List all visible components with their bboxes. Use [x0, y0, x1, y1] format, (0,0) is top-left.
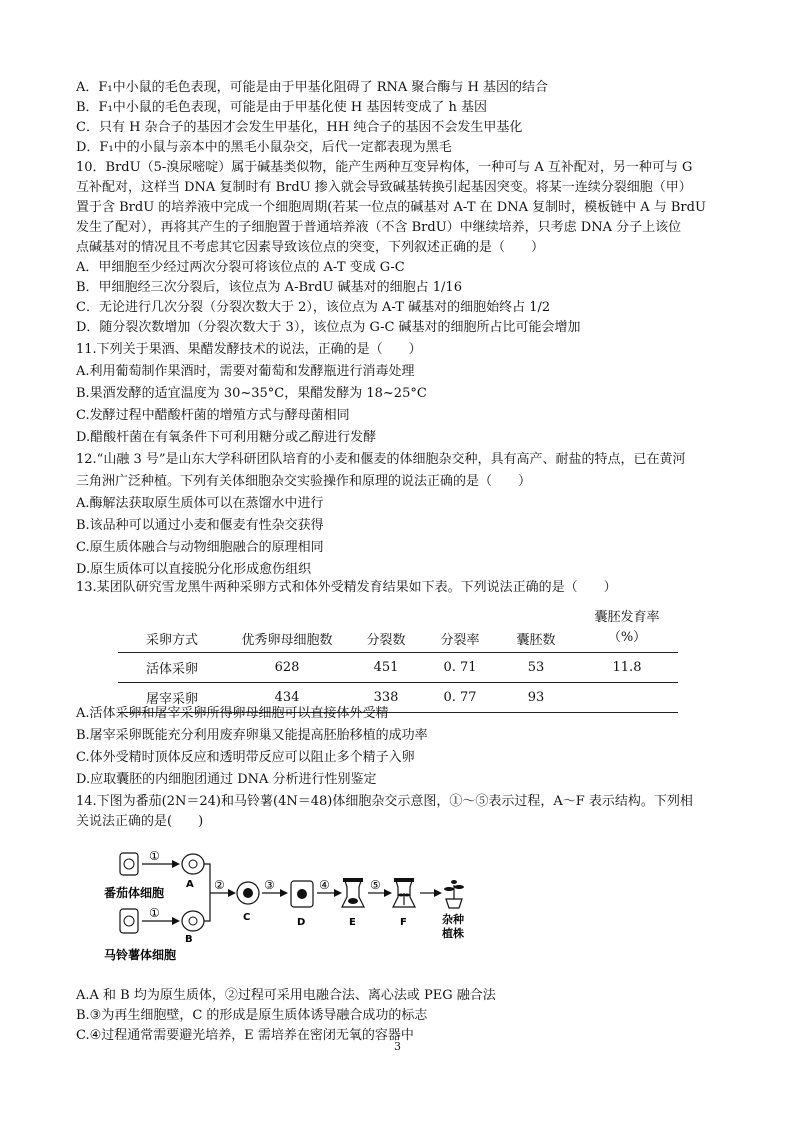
- table-cell: 93: [496, 683, 576, 713]
- table-header-cell: 分裂数: [348, 602, 424, 653]
- hybrid-label-1: 杂种: [442, 913, 464, 926]
- table-cell: 451: [348, 653, 424, 683]
- table-cell: 0. 71: [424, 653, 496, 683]
- data-table: [118, 602, 678, 713]
- table-header-cell: 分裂率: [424, 602, 496, 653]
- label-f: F: [400, 917, 407, 928]
- step2-label: ②: [214, 878, 225, 892]
- step1-top-label: ①: [149, 849, 160, 863]
- question-13: 13.某团队研究雪龙黑牛两种采卵方式和体外受精发育结果如下表。下列说法正确的是（ ）: [76, 580, 617, 595]
- merge-line: [204, 864, 210, 921]
- table-cell: 活体采卵: [118, 653, 226, 683]
- potato-label: 马铃薯体细胞: [104, 948, 177, 962]
- table-cell: [576, 683, 678, 713]
- question-10-line3: 置于含 BrdU 的培养液中完成一个细胞周期(若某一位点的碱基对 A-T 在 DNA 复制时，模板链中 A 与 BrdU: [76, 200, 706, 215]
- question-12-line2: 三角洲广泛种植。下列有关体细胞杂交实验操作和原理的说法正确的是（ ）: [76, 474, 532, 489]
- option-14a: A.A 和 B 均为原生质体，②过程可采用电融合法、离心法或 PEG 融合法: [76, 988, 496, 1003]
- label-e: E: [349, 917, 356, 928]
- arrowhead: [280, 889, 288, 897]
- step4-label: ④: [319, 878, 330, 892]
- label-b: B: [185, 934, 193, 945]
- label-a: A: [186, 879, 194, 890]
- arrowhead: [172, 917, 180, 925]
- arrowhead: [172, 860, 180, 868]
- arrowhead: [228, 889, 236, 897]
- hybrid-plant-icon: [444, 880, 464, 908]
- label-d: D: [297, 917, 306, 928]
- question-11: 11.下列关于果酒、果醋发酵技术的说法，正确的是（ ）: [76, 342, 422, 357]
- table-cell: 11.8: [576, 653, 678, 683]
- option-14c: C.④过程通常需要避光培养，E 需培养在密闭无氧的容器中: [76, 1028, 414, 1043]
- question-14-line1: 14.下图为番茄(2N＝24)和马铃薯(4N＝48)体细胞杂交示意图，①～⑤表示过程，A～F 表示结构。下列相: [76, 794, 693, 809]
- arrowhead: [384, 889, 392, 897]
- option-13c: C.体外受精时顶体反应和透明带反应可以阻止多个精子入卵: [76, 750, 415, 765]
- option-12c: C.原生质体融合与动物细胞融合的原理相同: [76, 540, 324, 555]
- step3-label: ③: [264, 878, 275, 892]
- option-11c: C.发酵过程中醋酸杆菌的增殖方式与酵母菌相同: [76, 408, 350, 423]
- table-header-rate-line2: （%）: [607, 630, 647, 645]
- arrowhead: [434, 889, 442, 897]
- option-14b: B.③为再生细胞壁，C 的形成是原生质体诱导融合成功的标志: [76, 1008, 428, 1023]
- step5-label: ⑤: [370, 878, 381, 892]
- step1-bottom-label: ①: [149, 906, 160, 920]
- question-14-line2: 关说法正确的是( ): [76, 814, 204, 829]
- option-10a: A．甲细胞至少经过两次分裂可将该位点的 A-T 变成 G-C: [76, 260, 405, 275]
- option-13d: D.应取囊胚的内细胞团通过 DNA 分析进行性别鉴定: [76, 772, 377, 787]
- arrowhead: [334, 889, 342, 897]
- label-c: C: [243, 912, 251, 923]
- question-10-line2: 互补配对，这样当 DNA 复制时有 BrdU 掺入就会导致碱基转换引起基因突变。将某一连续分裂细胞（甲）: [76, 180, 692, 195]
- table-header-cell: 采卵方式: [118, 602, 226, 653]
- option-13b: B.屠宰采卵既能充分利用废弃卵巢又能提高胚胎移植的成功率: [76, 728, 428, 743]
- option-12d: D.原生质体可以直接脱分化形成愈伤组织: [76, 562, 312, 577]
- option-9c: C．只有 H 杂合子的基因才会发生甲基化，HH 纯合子的基因不会发生甲基化: [76, 120, 523, 135]
- somatic-hybridization-diagram: [100, 845, 480, 970]
- table-header-cell: 优秀卵母细胞数: [226, 602, 348, 653]
- option-11d: D.醋酸杆菌在有氧条件下可利用糖分或乙醇进行发酵: [76, 430, 377, 445]
- option-9b: B．F₁中小鼠的毛色表现，可能是由于甲基化使 H 基因转变成了 h 基因: [76, 100, 488, 115]
- page-number: 3: [394, 1040, 401, 1053]
- table-cell: 434: [226, 683, 348, 713]
- question-10-line4: 发生了配对），再将其产生的子细胞置于普通培养液（不含 BrdU）中继续培养，只考虑 DNA 分子上该位: [76, 220, 682, 235]
- question-12-line1: 12.“山融 3 号”是山东大学科研团队培育的小麦和偃麦的体细胞杂交种，具有高产、耐盐的特点，已在黄河: [76, 452, 686, 467]
- question-10-line1: 10．BrdU（5-溴尿嘧啶）属于碱基类似物，能产生两种互变异构体，一种可与 A 互补配对，另一种可与 G: [76, 160, 693, 175]
- option-11a: A.利用葡萄制作果酒时，需要对葡萄和发酵瓶进行消毒处理: [76, 364, 415, 379]
- option-9d: D．F₁中的小鼠与亲本中的黑毛小鼠杂交，后代一定都表现为黑毛: [76, 140, 452, 155]
- option-13a: A.活体采卵和屠宰采卵所得卵母细胞可以直接体外受精: [76, 706, 389, 721]
- table-header-cell: 囊胚数: [496, 602, 576, 653]
- table-cell: 628: [226, 653, 348, 683]
- table-header-cell-rate: [576, 602, 678, 653]
- option-10c: C．无论进行几次分裂（分裂次数大于 2），该位点为 A-T 碱基对的细胞始终占 1/2: [76, 300, 551, 315]
- table-cell: 338: [348, 683, 424, 713]
- hybrid-label-2: 植株: [442, 927, 464, 940]
- tomato-nucleus: [124, 859, 134, 869]
- option-11b: B.果酒发酵的适宜温度为 30~35°C，果醋发酵为 18~25°C: [76, 386, 427, 401]
- table-header-row: [118, 602, 678, 653]
- option-10b: B．甲细胞经三次分裂后，该位点为 A-BrdU 碱基对的细胞占 1/16: [76, 280, 462, 295]
- table-cell: 屠宰采卵: [118, 683, 226, 713]
- option-12a: A.酶解法获取原生质体可以在蒸馏水中进行: [76, 496, 324, 511]
- question-10-line5: 点碱基对的情况且不考虑其它因素导致该位点的突变，下列叙述正确的是（ ）: [76, 240, 545, 255]
- tomato-label: 番茄体细胞: [104, 886, 165, 900]
- option-10d: D．随分裂次数增加（分裂次数大于 3），该位点为 G-C 碱基对的细胞所占比可能会增加: [76, 320, 581, 335]
- table-cell: 53: [496, 653, 576, 683]
- option-9a: A．F₁中小鼠的毛色表现，可能是由于甲基化阻碍了 RNA 聚合酶与 H 基因的结合: [76, 80, 549, 95]
- table-cell: 0. 77: [424, 683, 496, 713]
- option-12b: B.该品种可以通过小麦和偃麦有性杂交获得: [76, 518, 324, 533]
- table-row: [118, 653, 678, 683]
- table-header-rate-line1: 囊胚发育率: [594, 610, 660, 625]
